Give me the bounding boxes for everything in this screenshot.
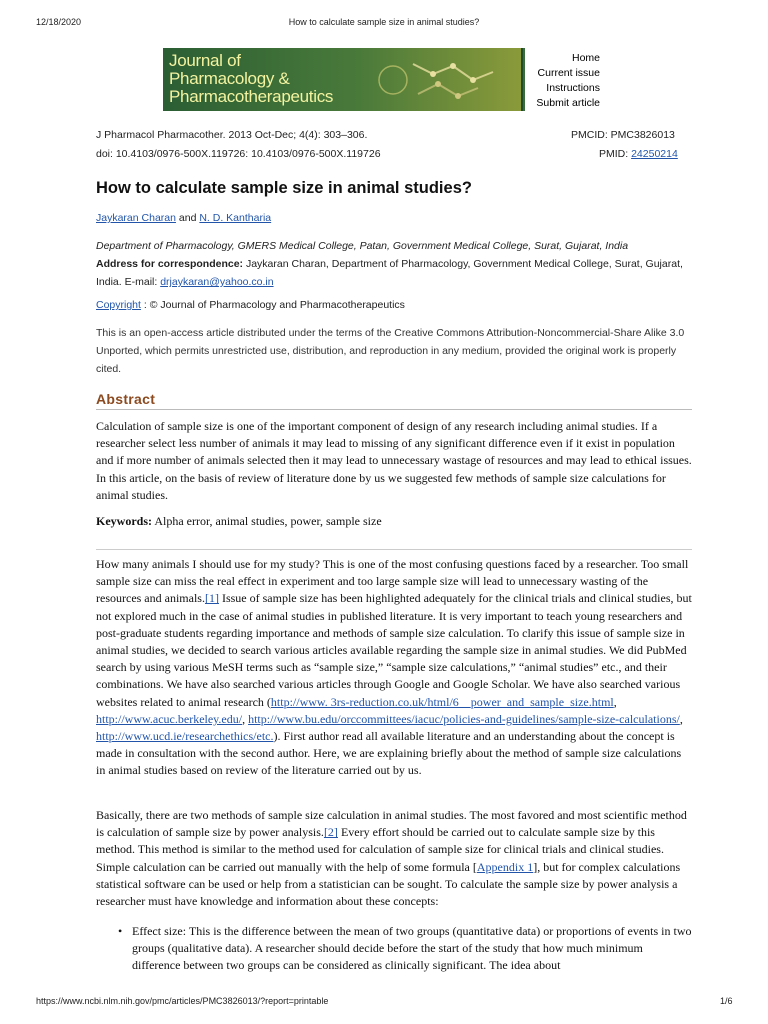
journal-banner bbox=[163, 48, 600, 111]
nav-instructions-link[interactable]: Instructions bbox=[546, 82, 600, 94]
copyright bbox=[96, 299, 405, 311]
ref-link-1[interactable]: [1] bbox=[204, 591, 219, 606]
article-title: How to calculate sample size in animal studies? bbox=[96, 179, 472, 197]
molecule-decoration-icon bbox=[373, 54, 503, 106]
keywords-label: Keywords: bbox=[96, 514, 152, 528]
page-number: 1/6 bbox=[720, 996, 733, 1006]
citation-journal: J Pharmacol Pharmacother. 2013 Oct-Dec; 4(4): 303–306. bbox=[96, 129, 368, 141]
pmid-label: PMID: bbox=[599, 148, 629, 160]
banner-nav bbox=[523, 48, 600, 111]
appendix-link[interactable]: Appendix 1 bbox=[476, 859, 534, 874]
abstract-divider bbox=[96, 409, 692, 410]
copyright-link[interactable]: Copyright bbox=[96, 299, 141, 311]
bullet-icon: • bbox=[118, 924, 123, 938]
url-link-bu[interactable]: http://www.bu.edu/orccommittees/iacuc/policies-and-guidelines/sample-size-calculations/ bbox=[248, 711, 680, 726]
author-list bbox=[96, 212, 271, 224]
citation-doi: doi: 10.4103/0976-500X.119726: 10.4103/0976-500X.119726 bbox=[96, 148, 381, 160]
author-separator: and bbox=[178, 212, 197, 224]
affiliation-block bbox=[96, 237, 696, 291]
section-divider bbox=[96, 549, 692, 550]
nav-current-issue-link[interactable]: Current issue bbox=[537, 67, 600, 79]
citation-pmcid: PMCID: PMC3826013 bbox=[571, 129, 675, 141]
url-link-berkeley[interactable]: http://www.acuc.berkeley.edu/ bbox=[96, 711, 243, 726]
correspondence bbox=[96, 255, 696, 291]
keywords-list: Alpha error, animal studies, power, sample size bbox=[154, 514, 382, 528]
print-date: 12/18/2020 bbox=[36, 17, 82, 27]
url-link-ucd[interactable]: http://www.ucd.ie/researchethics/etc. bbox=[96, 729, 274, 744]
correspondence-text: Jaykaran Charan, Department of Pharmacology, Government Medical College, Surat, Gujarat, India. E-mail: bbox=[96, 258, 683, 288]
correspondence-label: Address for correspondence: bbox=[96, 258, 244, 270]
nav-submit-article-link[interactable]: Submit article bbox=[536, 97, 600, 109]
body-paragraph-1: How many animals I should use for my study? This is one of the most confusing questions faced by a researcher. Too small sample size can miss the real effect in experiment and too large sample size will lead to unnecessary wasting of the resources and animals.[1] Issue of sample size has been highlighted adequately for the clinical trials and clinical studies, but not explored much in the case of animal studies in published literature. It is very important to teach young researchers and post-graduate students regarding importance and methods of sample size calculation. To clarify this issue of sample size in animal studies, we decided to search various articles available regarding the sample size in animal studies. We did PubMed search by using various MeSH terms such as “sample size,” “sample size calculations,” “animal studies” etc., and their combinations. We have also searched various articles through Google and Google Scholar. We have also searched various websites related to animal research (http://www. 3rs-reduction.co.uk/html/6__power_and_sample_size.html, http://www.acuc.berkeley.edu/, http://www.bu.edu/orccommittees/iacuc/policies-and-guidelines/sample-size-calculations/, http://www.ucd.ie/researchethics/etc.). First author read all available literature and an understanding about the concept is made in consultation with the second author. Here, we are explaining briefly about the method of sample size calculations in animal studies based on review of the literature carried out by us. bbox=[96, 557, 692, 778]
keywords bbox=[96, 513, 692, 530]
abstract-text: Calculation of sample size is one of the important component of design of any research including animal studies. If a researcher select less number of animals it may lead to missing of any significant difference even if it exist in population and if more number of animals selected then it may lead to unnecessary wastage of resources and may lead to ethical issues. In this article, on the basis of review of literature done by us we suggested few methods of sample size calculations for animal studies. bbox=[96, 419, 692, 502]
banner-artwork bbox=[163, 48, 521, 111]
url-link-3rs[interactable]: http://www. 3rs-reduction.co.uk/html/6__power_and_sample_size.html bbox=[270, 694, 614, 709]
ref-link-2[interactable]: [2] bbox=[323, 825, 338, 840]
list-item-text: Effect size: This is the difference between the mean of two groups (quantitative data) or proportions of events in two groups (qualitative data). A researcher should decide before the start of the study that how much minimum difference between two groups can be considered as clinically significant. The idea about bbox=[132, 924, 692, 973]
print-title: How to calculate sample size in animal studies? bbox=[288, 17, 480, 27]
nav-home-link[interactable]: Home bbox=[571, 52, 600, 64]
pmid-link[interactable]: 24250214 bbox=[631, 148, 678, 160]
abstract-heading: Abstract bbox=[96, 391, 156, 407]
journal-name: Journal of Pharmacology & Pharmacotherapeutics bbox=[169, 51, 334, 106]
print-url: https://www.ncbi.nlm.nih.gov/pmc/articles/PMC3826013/?report=printable bbox=[36, 996, 329, 1006]
body-paragraph-2: Basically, there are two methods of sample size calculation in animal studies. The most favored and most scientific method is calculation of sample size by power analysis.[2] Every effort should be carried out to calculate sample size by this method. This method is similar to the method used for calculation of sample size for clinical trials and clinical studies. Simple calculation can be carried out manually with the help of some formula [Appendix 1], but for complex calculations statistical software can be used or help from a statistician can be sought. To calculate the sample size by power analysis a researcher must have knowledge and information about these concepts: bbox=[96, 808, 687, 909]
email-link[interactable]: drjaykaran@yahoo.co.in bbox=[160, 276, 274, 288]
citation-pmid bbox=[599, 148, 678, 160]
license-text: This is an open-access article distributed under the terms of the Creative Commons Attribution-Noncommercial-Share Alike 3.0 Unported, which permits unrestricted use, distribution, and reproduction in any medium, provided the original work is properly cited. bbox=[96, 327, 685, 375]
author-link-charan[interactable]: Jaykaran Charan bbox=[96, 212, 176, 224]
author-link-kantharia[interactable]: N. D. Kantharia bbox=[199, 212, 272, 224]
affiliation: Department of Pharmacology, GMERS Medical College, Patan, Government Medical College, Surat, Gujarat, India bbox=[96, 240, 629, 252]
copyright-text: : © Journal of Pharmacology and Pharmacotherapeutics bbox=[143, 299, 405, 311]
